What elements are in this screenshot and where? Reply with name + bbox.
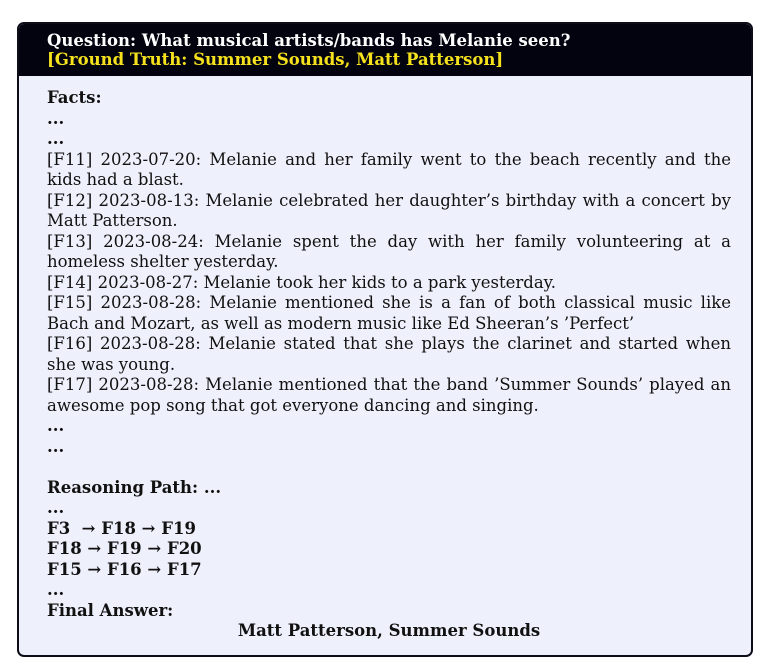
fact-item <box>47 273 731 294</box>
fact-text: 2023-08-27: Melanie took her kids to a park yesterday. <box>92 272 557 292</box>
fact-text: 2023-08-13: Melanie celebrated her daughter’s birthday with a concert by Matt Patterson. <box>47 190 731 230</box>
qa-card <box>17 22 753 657</box>
ellipsis-line: ... <box>47 129 65 148</box>
card-body <box>19 76 751 642</box>
fact-item <box>47 293 731 334</box>
reasoning-path: F3 → F18 → F19 <box>47 518 196 538</box>
fact-item <box>47 375 731 416</box>
fact-id: [F12] <box>47 190 93 210</box>
reasoning-path: F15 → F16 → F17 <box>47 559 202 579</box>
ellipsis-line: ... <box>47 108 65 128</box>
facts-label: Facts: <box>47 88 102 107</box>
fact-id: [F13] <box>47 231 93 251</box>
fact-text: 2023-08-24: Melanie spent the day with her family volunteering at a homeless shelter yesterday. <box>47 231 731 271</box>
reasoning-path: F18 → F19 → F20 <box>47 539 202 558</box>
question-text: Question: What musical artists/bands has Melanie seen? <box>47 31 571 50</box>
fact-id: [F11] <box>47 149 93 169</box>
spacer <box>47 457 731 478</box>
fact-id: [F15] <box>47 293 93 312</box>
final-answer: Matt Patterson, Summer Sounds <box>237 621 541 640</box>
ellipsis-line: ... <box>47 580 65 599</box>
ground-truth-text: [Ground Truth: Summer Sounds, Matt Patterson] <box>47 50 504 69</box>
fact-text: 2023-07-20: Melanie and her family went to the beach recently and the kids had a blast. <box>47 149 731 189</box>
reasoning-label: Reasoning Path: ... <box>47 477 222 497</box>
ellipsis-line: ... <box>47 436 65 456</box>
fact-item <box>47 232 731 273</box>
ellipsis-line: ... <box>47 498 65 517</box>
fact-id: [F17] <box>47 375 93 394</box>
final-answer-label: Final Answer: <box>47 600 174 620</box>
fact-item <box>47 191 731 232</box>
fact-item <box>47 150 731 191</box>
fact-item <box>47 334 731 375</box>
card-header <box>19 24 751 76</box>
ellipsis-line: ... <box>47 416 65 435</box>
fact-text: 2023-08-28: Melanie mentioned that the band ’Summer Sounds’ played an awesome pop song that got everyone dancing and singing. <box>47 375 731 415</box>
fact-id: [F14] <box>47 272 93 292</box>
fact-text: 2023-08-28: Melanie stated that she plays the clarinet and started when she was young. <box>47 334 731 374</box>
fact-text: 2023-08-28: Melanie mentioned she is a fan of both classical music like Bach and Mozart, as well as modern music like Ed Sheeran’s ’Perfect’ <box>47 293 731 333</box>
fact-id: [F16] <box>47 334 93 353</box>
